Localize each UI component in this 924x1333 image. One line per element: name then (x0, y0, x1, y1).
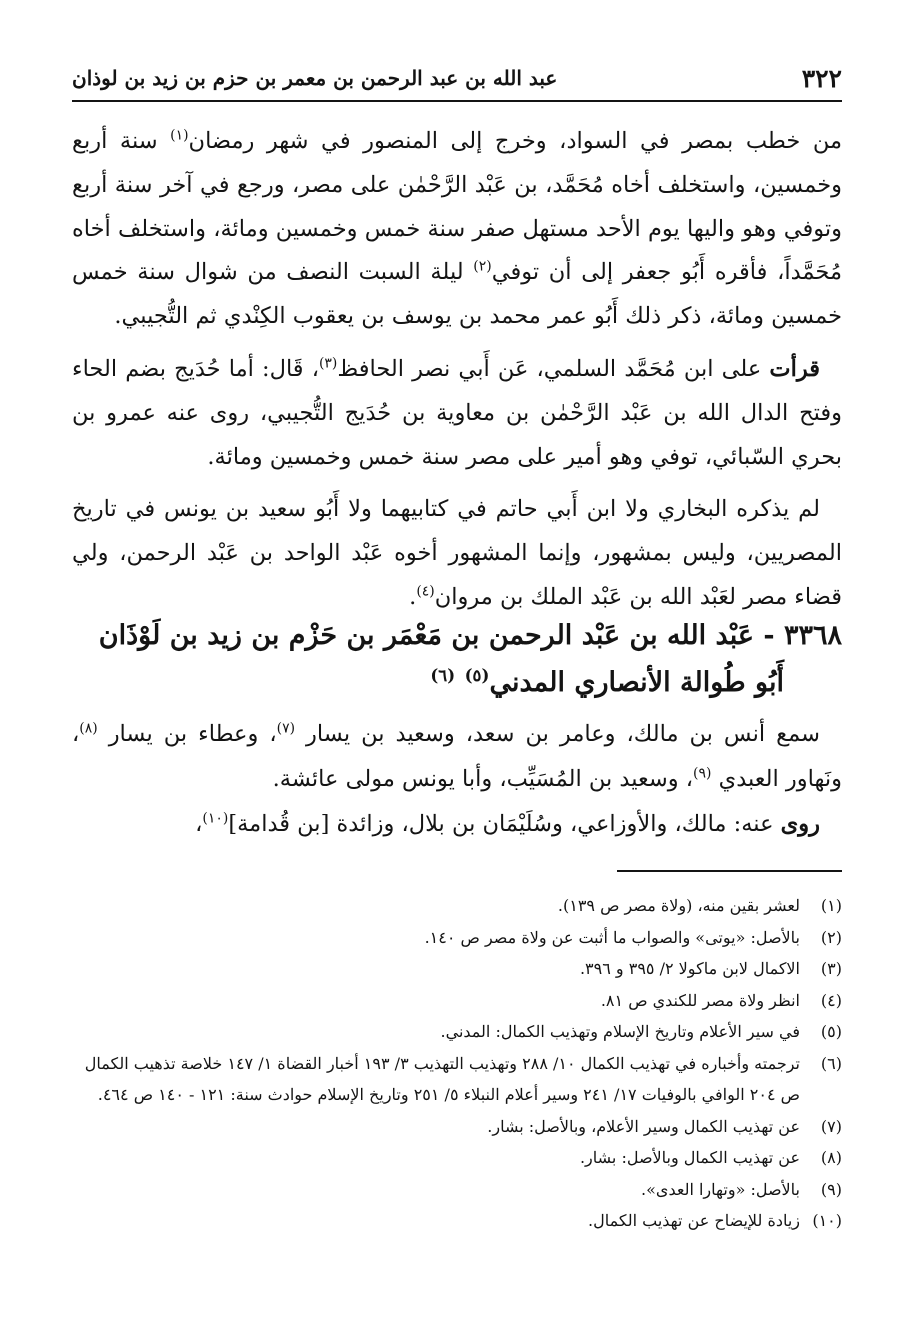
text-span: ، وعطاء بن يسار (108, 721, 277, 747)
entry-heading (72, 612, 842, 706)
entry-body (72, 712, 842, 847)
text-span: ، وسعيد بن المُسَيِّب، وأبا يونس مولى عائشة. (272, 766, 694, 792)
footnote-ref: (٦) (430, 665, 456, 685)
entry-title-text: أَبُو طُوالة الأنصاري المدني (489, 667, 784, 698)
text-span: من خطب بمصر في السواد، وخرج إلى المنصور في شهر رمضان (188, 128, 842, 154)
lead-word: روى (780, 811, 820, 837)
footnote-number: (٤) (820, 990, 842, 1010)
footnote-text: عن تهذيب الكمال وسير الأعلام، وبالأصل: بشار. (487, 1116, 800, 1136)
footnote (72, 1016, 842, 1048)
footnote (72, 1205, 842, 1237)
text-span: سنة أربع وخمسين، واستخلف أخاه مُحَمَّد، بن عَبْد الرَّحْمٰن على مصر، ورجع في آخر سنة أربع وتوفي وهو واليها يوم الأحد مستهل صفر سنة خمس وخمسين ومائة، واستخلف أخاه مُحَمَّداً، فأقره أَبُو جعفر إلى أن توفي (72, 128, 842, 286)
footnote (72, 1174, 842, 1206)
footnote-divider (617, 870, 842, 872)
footnote-text: لعشر بقين منه، (ولاة مصر ص ١٣٩). (557, 896, 800, 915)
entry-title-line1: ٣٣٦٨ - عَبْد الله بن عَبْد الرحمن بن مَعْمَر بن حَزْم بن زيد بن لَوْذَان (98, 620, 842, 651)
paragraph (72, 712, 842, 802)
text-span: ليلة السبت النصف من شوال سنة خمس خمسين ومائة، ذكر ذلك أَبُو عمر محمد بن يوسف بن يعقوب الكِنْدي ثم التُّجيبي. (72, 259, 842, 330)
footnote-number: (٩) (820, 1179, 842, 1199)
paragraph (72, 488, 842, 619)
footnote-ref: (١) (170, 127, 189, 144)
footnote-text: زيادة للإيضاح عن تهذيب الكمال. (588, 1211, 800, 1230)
footnote (72, 985, 842, 1017)
footnote-text: الاكمال لابن ماكولا ٢/ ٣٩٥ و ٣٩٦. (579, 959, 800, 978)
footnote-number: (١٠) (812, 1211, 842, 1230)
footnote-ref: (١٠) (202, 810, 229, 827)
footnote-number: (٣) (820, 959, 842, 978)
paragraph (72, 348, 842, 479)
paragraph (72, 120, 842, 339)
footnote-text: عن تهذيب الكمال وبالأصل: بشار. (579, 1148, 800, 1167)
footnote (72, 890, 842, 922)
footnote-number: (٨) (820, 1148, 842, 1167)
footnote-text: في سير الأعلام وتاريخ الإسلام وتهذيب الكمال: المدني. (440, 1022, 800, 1041)
footnote-ref: (٧) (276, 720, 296, 737)
footnote (72, 922, 842, 954)
text-span: . (409, 583, 417, 610)
paragraph (72, 802, 842, 847)
footnote (72, 953, 842, 985)
footnote (72, 1111, 842, 1143)
text-span: ، قَال: أما حُدَيج بضم الحاء وفتح الدال الله بن عَبْد الرَّحْمٰن بن معاوية بن حُدَيج التُّجيبي، روى عنه عمرو بن بحري السّبائي، توفي وهو أمير على مصر سنة خمس وخمسين ومائة. (72, 355, 842, 470)
footnote-text: ترجمته وأخباره في تهذيب الكمال ١٠/ ٢٨٨ وتهذيب التهذيب ٣/ ١٩٣ أخبار القضاة ١/ ١٤٧ خلاصة تذهيب الكمال ص ٢٠٤ الوافي بالوفيات ١٧/ ٢٤١ وسير أعلام النبلاء ٥/ ٢٥١ وتاريخ الإسلام حوادث سنة: ١٢١ - ١٤٠ ص ٤٦٤. (84, 1053, 800, 1104)
page-header (72, 60, 842, 102)
footnote-number: (٢) (820, 927, 842, 947)
main-text (72, 120, 842, 629)
text-span: عنه: مالك، والأوزاعي، وسُلَيْمَان بن بلال، وزائدة [بن قُدامة] (228, 811, 781, 837)
text-span: لم يذكره البخاري ولا ابن أَبي حاتم في كتابيهما ولا أَبُو سعيد بن يونس في تاريخ المصريين، وليس بمشهور، وإنما المشهور أخوه عَبْد الواحد بن عَبْد الرحمن، ولي قضاء مصر لعَبْد الله بن عَبْد الملك بن مروان (72, 496, 842, 610)
footnote-text: بالأصل: «وتهارا العدى». (641, 1179, 800, 1199)
text-span: ، ونَهاور العبدي (72, 721, 842, 792)
text-span: على ابن مُحَمَّد السلمي، عَن أَبي نصر الحافظ (337, 355, 770, 382)
footnote-ref: (٩) (693, 765, 712, 782)
footnote-number: (٥) (820, 1022, 842, 1041)
footnote-text: بالأصل: «يوتى» والصواب ما أثبت عن ولاة مصر ص ١٤٠. (424, 927, 800, 947)
footnote (72, 1048, 842, 1111)
footnote-number: (٧) (820, 1116, 842, 1136)
footnote-ref: (٢) (473, 258, 492, 275)
footnotes (72, 890, 842, 1237)
entry-title-line2 (72, 659, 842, 706)
footnote (72, 1142, 842, 1174)
lead-word: قرأت (769, 355, 820, 382)
text-span: سمع أنس بن مالك، وعامر بن سعد، وسعيد بن يسار (306, 721, 820, 747)
footnote-text: انظر ولاة مصر للكندي ص ٨١. (600, 990, 800, 1010)
footnote-number: (٦) (820, 1053, 842, 1073)
footnote-ref: (٣) (318, 355, 338, 372)
page-number: ٣٢٢ (801, 64, 842, 93)
footnote-number: (١) (820, 896, 842, 915)
text-span: ، (195, 811, 203, 837)
footnote-ref: (٥) (464, 665, 490, 685)
footnote-ref: (٤) (416, 583, 435, 600)
footnote-ref: (٨) (79, 720, 98, 737)
running-title: عبد الله بن عبد الرحمن بن معمر بن حزم بن زيد بن لوذان (72, 66, 558, 90)
